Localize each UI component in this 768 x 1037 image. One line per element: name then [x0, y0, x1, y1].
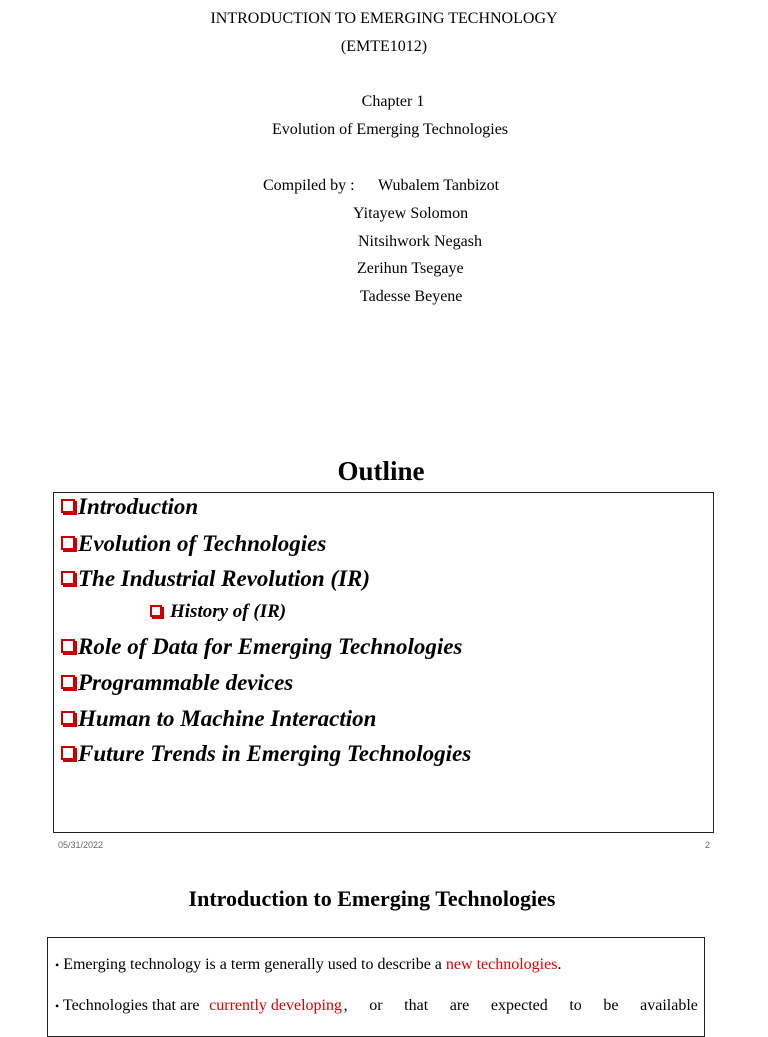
outline-box	[53, 492, 714, 833]
highlight-new-technologies: new technologies	[445, 956, 558, 973]
author-2: Yitayew Solomon	[353, 205, 469, 222]
course-code: (EMTE1012)	[340, 38, 428, 55]
chapter-label: Chapter 1	[361, 93, 425, 110]
checkbox-bullet-icon	[61, 711, 75, 725]
outline-item: Role of Data for Emerging Technologies	[61, 633, 462, 661]
intro-title: Introduction to Emerging Technologies	[188, 886, 556, 911]
bullet-line-1: • Emerging technology is a term generally used to describe a new technologies.	[55, 956, 562, 973]
author-1: Wubalem Tanbizot	[378, 177, 500, 194]
footer-page-number: 2	[705, 840, 711, 850]
checkbox-bullet-icon	[150, 605, 162, 617]
bullet-mark: •	[55, 958, 60, 972]
checkbox-bullet-icon	[61, 746, 75, 760]
intro-box	[47, 937, 705, 1037]
checkbox-bullet-icon	[61, 499, 75, 513]
highlight-currently-developing: currently developing	[209, 997, 342, 1014]
checkbox-bullet-icon	[61, 639, 75, 653]
outline-item: Programmable devices	[61, 669, 293, 697]
outline-title: Outline	[337, 456, 425, 486]
checkbox-bullet-icon	[61, 536, 75, 550]
footer-date: 05/31/2022	[58, 840, 104, 850]
course-title: INTRODUCTION TO EMERGING TECHNOLOGY	[210, 10, 558, 27]
author-4: Zerihun Tsegaye	[357, 260, 464, 277]
outline-item: Evolution of Technologies	[61, 530, 326, 558]
outline-item: Future Trends in Emerging Technologies	[61, 740, 471, 768]
outline-item: Human to Machine Interaction	[61, 705, 376, 733]
author-5: Tadesse Beyene	[360, 288, 463, 305]
bullet-mark: •	[55, 999, 60, 1013]
checkbox-bullet-icon	[61, 675, 75, 689]
outline-item: Introduction	[61, 493, 198, 521]
compiled-by-label: Compiled by :	[263, 177, 355, 194]
outline-item: The Industrial Revolution (IR)	[61, 565, 370, 593]
outline-subitem: History of (IR)	[150, 600, 286, 624]
bullet-line-2: • Technologies that are currently developing , or that are expected to be available	[55, 997, 698, 1014]
author-3: Nitsihwork Negash	[358, 233, 482, 250]
chapter-title: Evolution of Emerging Technologies	[271, 121, 509, 138]
checkbox-bullet-icon	[61, 571, 75, 585]
